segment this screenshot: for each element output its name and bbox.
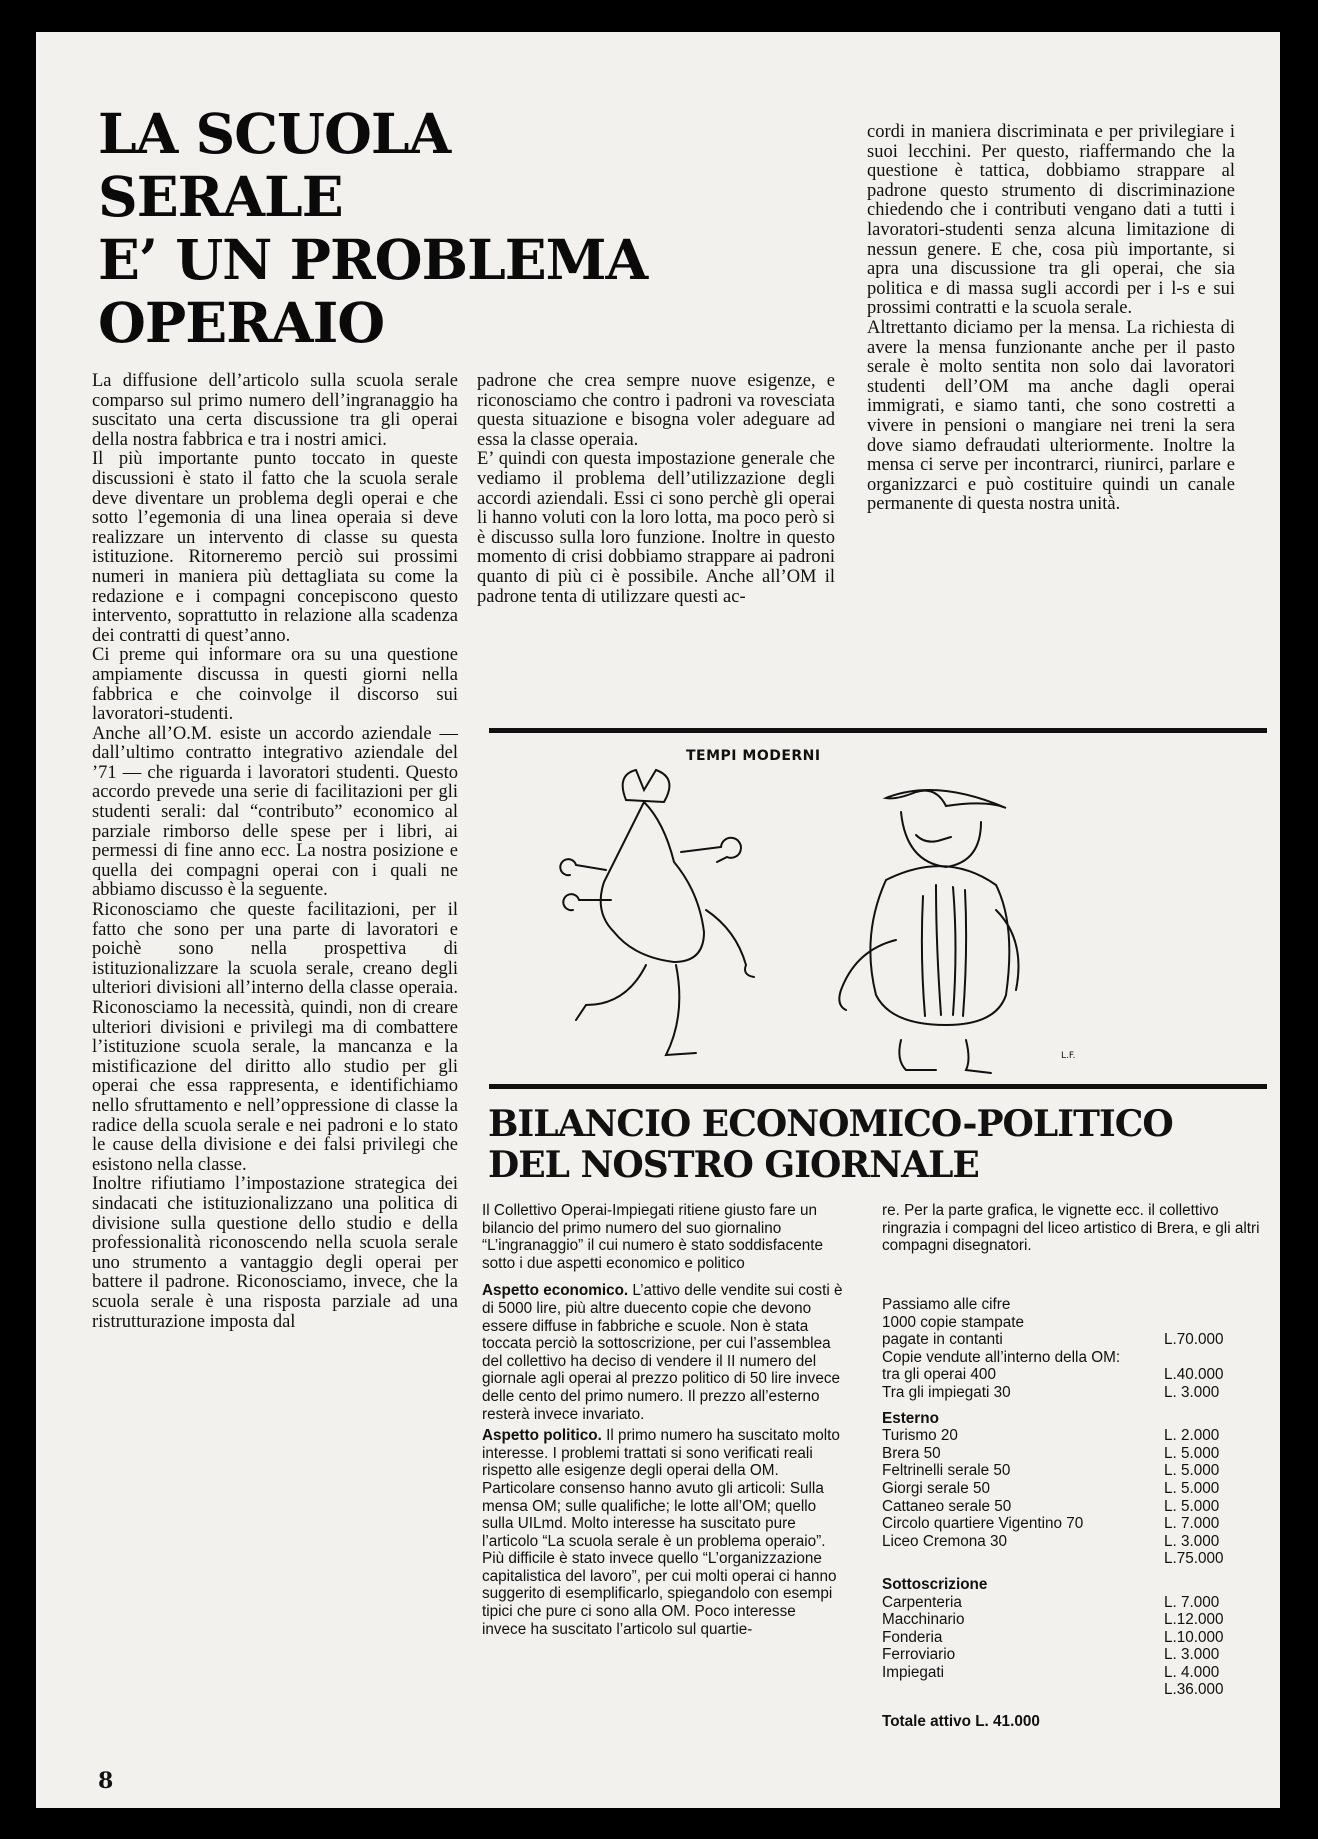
figure-row bbox=[882, 1681, 1244, 1699]
figure-row bbox=[882, 1533, 1244, 1551]
article-paragraph: Altrettanto diciamo per la mensa. La richiesta di avere la mensa funzionante anche per il pasto serale è molto sentita non solo dai lavoratori studenti dell’OM ma anche dagli operai immigrati, e siamo tanti, che sono costretti a vivere in pensioni o mangiare nei treni la sera dove siamo defraudati ulteriormente. Inoltre la mensa ci serve per incontrarci, riunirci, parlare e organizzarci e può costituire quindi un canale permanente di questa nostra unità. bbox=[867, 317, 1235, 515]
article-column-2 bbox=[477, 372, 835, 607]
figure-value: L.12.000 bbox=[1164, 1611, 1224, 1629]
bilancio-column-2 bbox=[882, 1202, 1262, 1255]
figure-value: L. 5.000 bbox=[1164, 1479, 1220, 1497]
aspetto-economico-text: L’attivo delle vendite sui costi è di 5000 lire, più altre duecento copie che devono essere diffuse in fabbriche e scuole. Non è stata toccata perciò la sottoscrizione, per cui l’assemblea del collettivo ha deciso di vendere il II numero del giornale agli operai al prezzo politico di 50 lire invece delle cento del primo numero. Il prezzo all’esterno resterà invece invariato. bbox=[482, 1282, 843, 1423]
cartoon-caption: TEMPI MODERNI bbox=[686, 748, 821, 764]
magazine-page bbox=[36, 32, 1280, 1808]
figure-value: L. 4.000 bbox=[1164, 1663, 1220, 1681]
figure-label: tra gli operai 400 bbox=[882, 1366, 996, 1384]
article-paragraph: Riconosciamo che queste facilitazioni, per il fatto che sono per una parte di lavoratori e poichè sono nella prospettiva di istituzionalizzare la scuola serale, creano degli ulteriori divisioni all’interno della classe operaia. Riconosciamo la necessità, quindi, non di creare ulteriori divisioni e privilegi ma di combattere l’istituzione scuola serale, la mancanza e la mistificazione del diritto allo studio per gli operai che essa rappresenta, e identifichiamo nello sfruttamento e nell’oppressione di classe la radice della scuola serale e nei padroni e lo stato le cause della divisione e dei falsi privilegi che esistono nella classe. bbox=[92, 900, 458, 1175]
figure-value: L.10.000 bbox=[1164, 1628, 1224, 1646]
figure-label: Fonderia bbox=[882, 1628, 943, 1646]
figure-row bbox=[882, 1427, 1244, 1445]
sottoscrizione-label: Sottoscrizione bbox=[882, 1575, 988, 1593]
figure-label: Liceo Cremona 30 bbox=[882, 1532, 1007, 1550]
vendute-label: Copie vendute all’interno della OM: bbox=[882, 1348, 1121, 1366]
figure-value: L. 2.000 bbox=[1164, 1427, 1220, 1445]
bilancio-credits: re. Per la parte grafica, le vignette ecc. il collettivo ringrazia i compagni del liceo artistico di Brera, e gli altri compagni disegnatori. bbox=[882, 1202, 1260, 1255]
figure-value: L. 5.000 bbox=[1164, 1444, 1220, 1462]
divider-rule bbox=[489, 728, 1267, 733]
article-column-1 bbox=[92, 372, 458, 1332]
figure-label: Brera 50 bbox=[882, 1444, 941, 1462]
figure-label: Giorgi serale 50 bbox=[882, 1479, 990, 1497]
figure-row bbox=[882, 1384, 1244, 1402]
article-paragraph: E’ quindi con questa impostazione generale che vediamo il problema dell’utilizzazione degli accordi aziendali. Essi ci sono perchè gli operai li hanno voluti con la loro lotta, ma poco però si è discusso sulla loro funzione. Inoltre in questo momento di crisi dobbiamo strappare ai padroni quanto di più ci è possibile. Anche all’OM il padrone tenta di utilizzare questi ac- bbox=[477, 449, 835, 607]
figure-row bbox=[882, 1498, 1244, 1516]
cartoon-drawing bbox=[556, 740, 1156, 1080]
bilancio-title-line-1: BILANCIO ECONOMICO-POLITICO bbox=[488, 1103, 1173, 1145]
figure-label: Cattaneo serale 50 bbox=[882, 1497, 1012, 1515]
aspetto-politico-label: Aspetto politico. bbox=[482, 1427, 602, 1445]
figure-value: L.40.000 bbox=[1164, 1366, 1224, 1384]
figure-value: L.70.000 bbox=[1164, 1331, 1224, 1349]
figure-label: Circolo quartiere Vigentino 70 bbox=[882, 1515, 1084, 1533]
figure-value: L. 7.000 bbox=[1164, 1593, 1220, 1611]
article-paragraph: padrone che crea sempre nuove esigenze, e riconosciamo che contro i padroni va rovesciata questa situazione e bisogna voler adeguare ad essa la classe operaia. bbox=[477, 371, 835, 450]
headline-line-2: E’ UN PROBLEMA bbox=[98, 227, 648, 292]
bilancio-title-line-2: DEL NOSTRO GIORNALE bbox=[488, 1144, 979, 1186]
article-paragraph: Anche all’O.M. esiste un accordo aziendale — dall’ultimo contratto integrativo aziendale del ’71 — che riguarda i lavoratori studenti. Questo accordo prevede una serie di facilitazioni per gli studenti serali: dal “contributo” economico al parziale rimborso delle spese per i libri, ai permessi di fine anno ecc. La nostra posizione e quella dei compagni operai con i quali ne abbiamo discusso è la seguente. bbox=[92, 723, 458, 901]
totale-attivo: Totale attivo L. 41.000 bbox=[882, 1713, 1040, 1731]
figure-value: L. 3.000 bbox=[1164, 1532, 1220, 1550]
bilancio-intro: Il Collettivo Operai-Impiegati ritiene giusto fare un bilancio del primo numero del suo giornalino “L’ingranaggio” il cui numero è stato soddisfacente sotto i due aspetti economico e politico bbox=[482, 1202, 823, 1272]
figure-row bbox=[882, 1664, 1244, 1682]
article-paragraph: La diffusione dell’articolo sulla scuola serale comparso sul primo numero dell’ingranaggio ha suscitato una certa discussione tra gli operai della nostra fabbrica e tra i nostri amici. bbox=[92, 371, 458, 450]
article-paragraph: Il più importante punto toccato in queste discussioni è stato il fatto che la scuola serale deve diventare un problema degli operai e che sotto l’egemonia di una linea operaia si deve realizzare un intervento di classe su questa istituzione. Ritorneremo perciò sui prossimi numeri in maniera più dettagliata su come la redazione e i compagni concepiscono questo intervento, soprattutto in relazione alla scadenza dei contratti di quest’anno. bbox=[92, 449, 458, 646]
figure-label: pagate in contanti bbox=[882, 1331, 1003, 1349]
figure-label: Ferroviario bbox=[882, 1646, 956, 1664]
figure-value: L. 7.000 bbox=[1164, 1515, 1220, 1533]
figure-value: L. 5.000 bbox=[1164, 1497, 1220, 1515]
figure-row bbox=[882, 1646, 1244, 1664]
figure-value: L. 3.000 bbox=[1164, 1646, 1220, 1664]
figure-value: L. 5.000 bbox=[1164, 1462, 1220, 1480]
figure-label: Carpenteria bbox=[882, 1593, 962, 1611]
figure-row bbox=[882, 1480, 1244, 1498]
esterno-total: L.75.000 bbox=[1164, 1550, 1224, 1568]
figure-label: Macchinario bbox=[882, 1611, 965, 1629]
article-paragraph: Ci preme qui informare ora su una questione ampiamente discussa in questi giorni nella fabbrica e che coinvolge il discorso sui lavoratori-studenti. bbox=[92, 645, 458, 725]
aspetto-economico-label: Aspetto economico. bbox=[482, 1282, 629, 1300]
headline-line-3: OPERAIO bbox=[98, 290, 385, 355]
esterno-label: Esterno bbox=[882, 1409, 939, 1427]
figure-row bbox=[882, 1462, 1244, 1480]
cartoon-signature: L.F. bbox=[1061, 1051, 1076, 1061]
cartoon-illustration bbox=[556, 740, 1156, 1080]
bilancio-title bbox=[488, 1104, 1268, 1186]
figure-label: Turismo 20 bbox=[882, 1427, 958, 1445]
figure-row bbox=[882, 1611, 1244, 1629]
aspetto-politico-text: Il primo numero ha suscitato molto interesse. I problemi trattati si sono verificati reali rispetto alle esigenze degli operai della OM. Particolare consenso hanno avuto gli articoli: Sulla mensa OM; sulle qualifiche; le lotte all’OM; quello sulla UILmd. Molto interesse ha suscitato pure l’articolo “La scuola serale è un problema operaio”. Più difficile è stato invece quello “L’organizzazione capitalistica del lavoro”, per cui molti operai ci hanno suggerito di esemplificarlo, spiegandolo con esempi tipici che pure ci sono alla OM. Poco interesse invece ha suscitato l’articolo sul quartie- bbox=[482, 1427, 840, 1638]
article-column-3 bbox=[867, 123, 1235, 515]
copie-stampate: 1000 copie stampate bbox=[882, 1313, 1025, 1331]
figure-row bbox=[882, 1594, 1244, 1612]
sottoscrizione-total: L.36.000 bbox=[1164, 1681, 1224, 1699]
figure-row bbox=[882, 1366, 1244, 1384]
page-number: 8 bbox=[98, 1768, 114, 1794]
figure-label: Impiegati bbox=[882, 1663, 945, 1681]
figure-row bbox=[882, 1515, 1244, 1533]
figure-row bbox=[882, 1445, 1244, 1463]
figure-label: Tra gli impiegati 30 bbox=[882, 1383, 1011, 1401]
divider-rule bbox=[489, 1084, 1267, 1089]
article-paragraph: cordi in maniera discriminata e per privilegiare i suoi lecchini. Per questo, riaffermando che la questione è tattica, dobbiamo strappare al padrone questo strumento di discriminazione chiedendo che i contributi vengano dati a tutti i lavoratori-studenti senza alcuna limitazione di nessun genere. E che, cosa più importante, si apra una discussione tra gli operai, che sia politica e di massa sugli accordi per i l-s e sui prossimi contratti e la scuola serale. bbox=[867, 122, 1235, 319]
headline-line-1: LA SCUOLA SERALE bbox=[98, 101, 451, 229]
article-headline bbox=[98, 102, 698, 354]
figure-row bbox=[882, 1550, 1244, 1568]
figure-label: Feltrinelli serale 50 bbox=[882, 1462, 1011, 1480]
figure-row bbox=[882, 1331, 1244, 1349]
bilancio-column-1 bbox=[482, 1202, 844, 1642]
bilancio-figures bbox=[882, 1296, 1280, 1731]
article-paragraph: Inoltre rifiutiamo l’impostazione strategica dei sindacati che istituzionalizzano una politica di divisione sulla questione dello studio e della professionalità riconoscendo nella scuola serale uno strumento a vantaggio degli operai per battere il padrone. Riconosciamo, invece, che la scuola serale è una risposta parziale ad una ristrutturazione imposta dal bbox=[92, 1174, 458, 1332]
figure-row bbox=[882, 1629, 1244, 1647]
figure-value: L. 3.000 bbox=[1164, 1383, 1220, 1401]
cifre-label: Passiamo alle cifre bbox=[882, 1296, 1011, 1313]
